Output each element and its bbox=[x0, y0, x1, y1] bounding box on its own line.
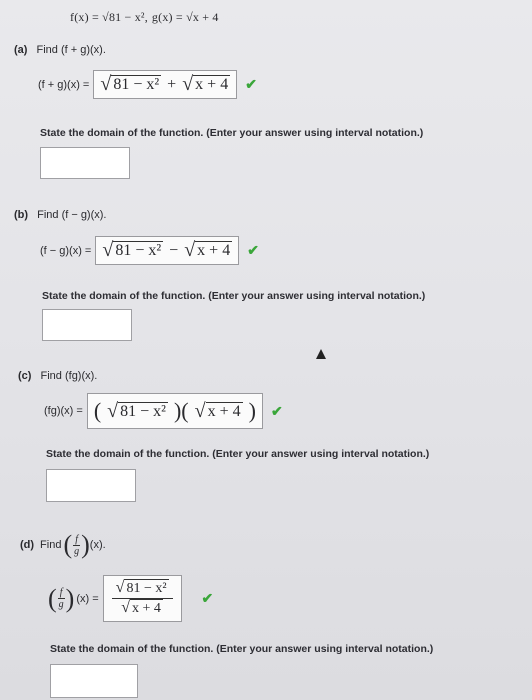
part-d-answer-row bbox=[48, 575, 213, 622]
part-c-prefix: (fg)(x) = bbox=[44, 405, 83, 417]
part-b-answer-field[interactable]: √ 81 − x² − √ x + 4 bbox=[95, 236, 239, 265]
part-b-domain-instruction: State the domain of the function. (Enter your answer using interval notation.) bbox=[42, 290, 426, 302]
part-a-answer-field[interactable]: √ 81 − x² + √ x + 4 bbox=[93, 70, 237, 99]
f-over-g-fraction: ( $\frac{f}{g}$ ) bbox=[63, 530, 90, 559]
part-a-domain-input[interactable] bbox=[40, 147, 130, 179]
part-c-domain-instruction: State the domain of the function. (Enter your answer using interval notation.) bbox=[46, 448, 430, 460]
f-over-g-fraction: ( $\frac{f}{g}$ ) bbox=[48, 583, 75, 613]
part-d-domain-input[interactable] bbox=[50, 664, 138, 698]
part-c-answer-field[interactable]: ( √ 81 − x² )( √ x + 4 ) bbox=[87, 393, 263, 429]
part-a-prefix: (f + g)(x) = bbox=[38, 78, 90, 91]
part-a-label: (a) Find (f + g)(x). bbox=[14, 44, 106, 56]
part-b-label: (b) Find (f − g)(x). bbox=[14, 209, 107, 221]
checkmark-icon: ✔ bbox=[270, 402, 283, 419]
mouse-cursor-icon bbox=[316, 349, 326, 359]
checkmark-icon: ✔ bbox=[247, 242, 259, 258]
part-d-domain-instruction: State the domain of the function. (Enter your answer using interval notation.) bbox=[50, 643, 434, 655]
part-d-label: (d) Find ( $\frac{f}{g}$ ) (x). bbox=[20, 530, 106, 559]
part-b-prefix: (f − g)(x) = bbox=[40, 244, 92, 257]
part-a-domain-instruction: State the domain of the function. (Enter your answer using interval notation.) bbox=[40, 127, 424, 139]
part-c-answer-row bbox=[44, 393, 283, 429]
part-a-answer-row bbox=[38, 70, 257, 99]
checkmark-icon: ✔ bbox=[245, 76, 257, 92]
part-b-answer-row bbox=[40, 236, 259, 265]
part-c-label: (c) Find (fg)(x). bbox=[18, 370, 98, 382]
function-definitions bbox=[70, 10, 219, 25]
part-c-domain-input[interactable] bbox=[46, 469, 136, 502]
checkmark-icon: ✔ bbox=[201, 590, 214, 606]
part-d-answer-field[interactable]: √ 81 − x² √ x + 4 bbox=[103, 575, 182, 622]
f-definition: f(x) = √81 − x², bbox=[70, 10, 148, 24]
part-b-domain-input[interactable] bbox=[42, 309, 132, 341]
part-d-prefix: (x) = bbox=[76, 592, 99, 605]
g-definition: g(x) = √x + 4 bbox=[151, 10, 219, 24]
